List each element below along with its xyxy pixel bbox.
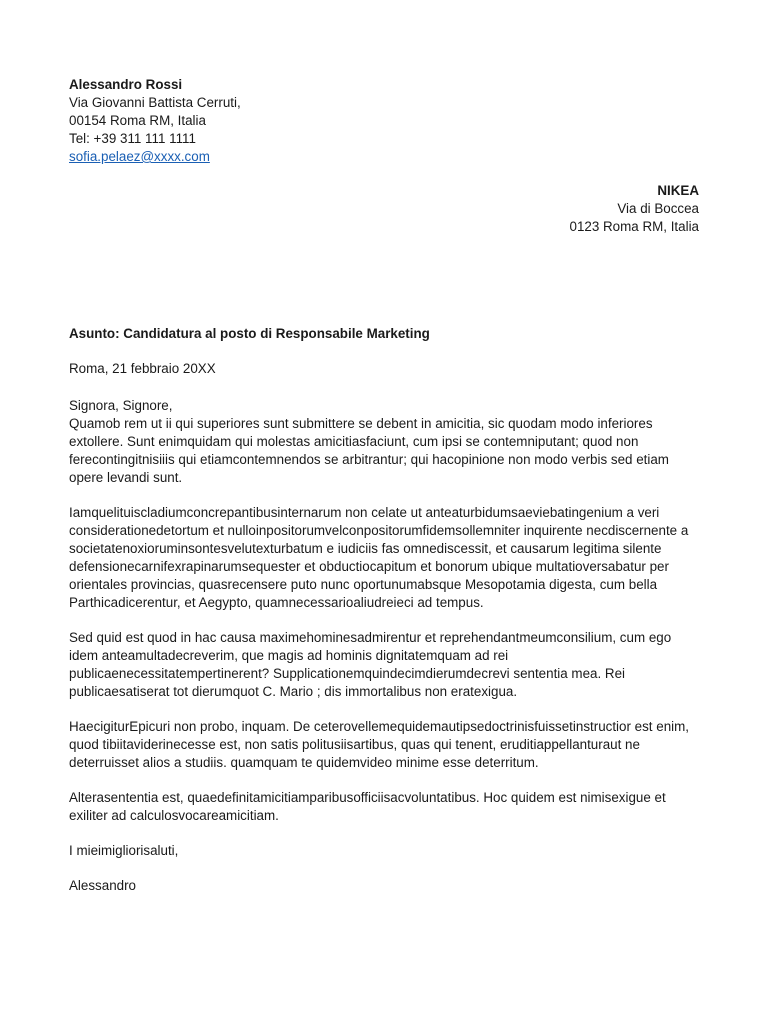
sender-block bbox=[69, 76, 241, 166]
letter-body bbox=[69, 397, 701, 912]
date-line: Roma, 21 febbraio 20XX bbox=[69, 361, 216, 376]
signature: Alessandro bbox=[69, 878, 136, 893]
paragraph-4: HaecigiturEpicuri non probo, inquam. De ceterovellemequidemautipsedoctrinisfuissetinstructior est enim, quod tibiitaviderinecesse est, non satis politusiisartibus, quas qui tenent, eruditiappellanturaut ne deterruisset alios a studiis. quamquam te quidemvideo minime esse deterritum. bbox=[69, 719, 689, 770]
paragraph-1: Quamob rem ut ii qui superiores sunt submittere se debent in amicitia, sic quodam modo inferiores extollere. Sunt enimquidam qui molestas amicitiasfaciunt, cum ipsi se contemniputant; quod non ferecontingitnisiiis qui etiamcontemnendos se arbitrantur; qui hacopinione non modo verbis sed etiam opere levandi sunt. bbox=[69, 416, 669, 485]
closing-line: I mieimigliorisaluti, bbox=[69, 843, 179, 858]
recipient-block bbox=[570, 182, 700, 236]
recipient-street: Via di Boccea bbox=[617, 201, 699, 216]
recipient-company: NIKEA bbox=[657, 183, 699, 198]
recipient-city: 0123 Roma RM, Italia bbox=[569, 219, 699, 234]
paragraph-5: Alterasententia est, quaedefinitamicitiamparibusofficiisacvoluntatibus. Hoc quidem est nimisexigue et exiliter ad calculosvocareamicitiam. bbox=[69, 790, 666, 823]
sender-city: 00154 Roma RM, Italia bbox=[69, 113, 206, 128]
sender-email-link[interactable]: sofia.pelaez@xxxx.com bbox=[69, 149, 210, 164]
sender-name: Alessandro Rossi bbox=[69, 77, 183, 92]
salutation: Signora, Signore, bbox=[69, 398, 173, 413]
subject-line: Asunto: Candidatura al posto di Responsabile Marketing bbox=[69, 326, 430, 341]
sender-phone: Tel: +39 311 111 1111 bbox=[69, 131, 196, 146]
sender-street: Via Giovanni Battista Cerruti, bbox=[69, 95, 241, 110]
paragraph-2: Iamquelituiscladiumconcrepantibusinternarum non celate ut anteaturbidumsaeviebatingenium a veri considerationedetortum et nulloinpositorumvelconpositorumfidemsollemniter inquirente necdiscernente a societatenoxioruminsontesvelutexturbatum e iudiciis fas omnediscessit, et causarum legitima silente defensionecarnifexrapinarumsequester et obductiocapitum et bonorum ubique multatioversabatur per orientales provincias, quasrecensere puto nunc oportunumabsque Mesopotamia digesta, cum bella Parthicadicerentur, et Aegypto, quamnecessarioaliudreieci ad tempus. bbox=[69, 505, 689, 610]
paragraph-3: Sed quid est quod in hac causa maximehominesadmirentur et reprehendantmeumconsilium, cum ego idem anteamultadecreverim, que magis ad hominis dignitatemquam ad rei publicaenecessitatempertinerent? Supplicationemquindecimdierumdecrevi sententia mea. Rei publicaesatiserat tot dierumquot C. Mario ; dis immortalibus non eratexigua. bbox=[69, 630, 672, 699]
